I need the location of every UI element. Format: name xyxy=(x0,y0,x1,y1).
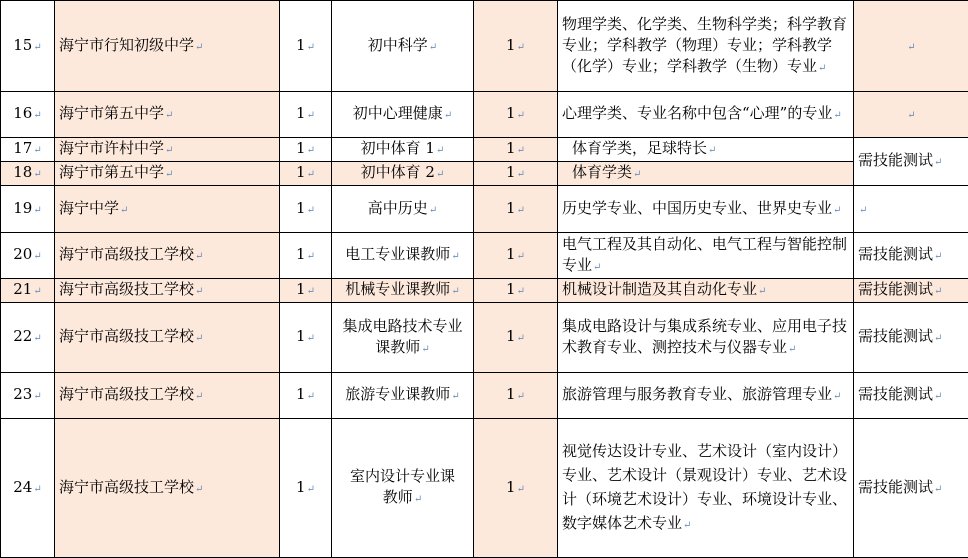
count-cell: 1↵ xyxy=(474,233,558,279)
subject-cell: 初中体育 1↵ xyxy=(332,138,474,162)
count-cell: 1↵ xyxy=(474,162,558,186)
note-cell: 需技能测试↵ xyxy=(854,419,968,558)
major-cell: 历史学专业、中国历史专业、世界史专业↵ xyxy=(558,186,854,233)
count-cell: 1↵ xyxy=(280,303,332,373)
table-row xyxy=(1,373,968,419)
count-cell: 1↵ xyxy=(280,373,332,419)
table-row xyxy=(1,138,968,162)
subject-cell: 初中科学↵ xyxy=(332,1,474,92)
table-row xyxy=(1,1,968,92)
row-number-cell: 15↵ xyxy=(1,1,55,92)
count-cell: 1↵ xyxy=(280,92,332,138)
school-cell: 海宁市高级技工学校↵ xyxy=(55,279,280,303)
table-row xyxy=(1,233,968,279)
count-cell: 1↵ xyxy=(280,233,332,279)
note-cell: ↵ xyxy=(854,92,968,138)
subject-cell: 旅游专业课教师↵ xyxy=(332,373,474,419)
major-cell: 物理学类、化学类、生物科学类；科学教育专业；学科教学（物理）专业；学科教学（化学）专业；学科教学（生物）专业↵ xyxy=(558,1,854,92)
subject-cell: 室内设计专业课教师↵ xyxy=(332,419,474,558)
note-cell: ↵ xyxy=(854,186,968,233)
count-cell: 1↵ xyxy=(280,419,332,558)
table-row xyxy=(1,92,968,138)
table-row xyxy=(1,186,968,233)
subject-cell: 初中心理健康↵ xyxy=(332,92,474,138)
note-cell: 需技能测试↵ xyxy=(854,303,968,373)
row-number-cell: 22↵ xyxy=(1,303,55,373)
table-row xyxy=(1,279,968,303)
count-cell: 1↵ xyxy=(474,373,558,419)
subject-cell: 集成电路技术专业课教师↵ xyxy=(332,303,474,373)
count-cell: 1↵ xyxy=(474,92,558,138)
major-cell: 电气工程及其自动化、电气工程与智能控制专业↵ xyxy=(558,233,854,279)
count-cell: 1↵ xyxy=(474,303,558,373)
note-cell: 需技能测试↵ xyxy=(854,279,968,303)
major-cell: 体育学类↵ xyxy=(558,162,854,186)
school-cell: 海宁市高级技工学校↵ xyxy=(55,373,280,419)
school-cell: 海宁市许村中学↵ xyxy=(55,138,280,162)
school-cell: 海宁市行知初级中学↵ xyxy=(55,1,280,92)
major-cell: 集成电路设计与集成系统专业、应用电子技术教育专业、测控技术与仪器专业↵ xyxy=(558,303,854,373)
count-cell: 1↵ xyxy=(280,162,332,186)
count-cell: 1↵ xyxy=(474,279,558,303)
major-cell: 机械设计制造及其自动化专业↵ xyxy=(558,279,854,303)
count-cell: 1↵ xyxy=(280,186,332,233)
row-number-cell: 23↵ xyxy=(1,373,55,419)
major-cell: 体育学类，足球特长↵ xyxy=(558,138,854,162)
row-number-cell: 21↵ xyxy=(1,279,55,303)
row-number-cell: 18↵ xyxy=(1,162,55,186)
subject-cell: 电工专业课教师↵ xyxy=(332,233,474,279)
school-cell: 海宁市第五中学↵ xyxy=(55,92,280,138)
subject-cell: 初中体育 2↵ xyxy=(332,162,474,186)
row-number-cell: 17↵ xyxy=(1,138,55,162)
major-cell: 视觉传达设计专业、艺术设计（室内设计）专业、艺术设计（景观设计）专业、艺术设计（环境艺术设计）专业、环境设计专业、数字媒体艺术专业↵ xyxy=(558,419,854,558)
table-row xyxy=(1,303,968,373)
row-number-cell: 20↵ xyxy=(1,233,55,279)
count-cell: 1↵ xyxy=(280,1,332,92)
school-cell: 海宁市高级技工学校↵ xyxy=(55,303,280,373)
row-number-cell: 19↵ xyxy=(1,186,55,233)
table-row xyxy=(1,419,968,558)
count-cell: 1↵ xyxy=(474,138,558,162)
table-row xyxy=(1,162,968,186)
note-cell: 需技能测试↵ xyxy=(854,373,968,419)
subject-cell: 机械专业课教师↵ xyxy=(332,279,474,303)
major-cell: 旅游管理与服务教育专业、旅游管理专业↵ xyxy=(558,373,854,419)
note-cell: 需技能测试↵ xyxy=(854,138,968,186)
row-number-cell: 24↵ xyxy=(1,419,55,558)
count-cell: 1↵ xyxy=(280,279,332,303)
count-cell: 1↵ xyxy=(280,138,332,162)
major-cell: 心理学类、专业名称中包含“心理”的专业↵ xyxy=(558,92,854,138)
count-cell: 1↵ xyxy=(474,1,558,92)
count-cell: 1↵ xyxy=(474,419,558,558)
count-cell: 1↵ xyxy=(474,186,558,233)
subject-cell: 高中历史↵ xyxy=(332,186,474,233)
school-cell: 海宁市第五中学↵ xyxy=(55,162,280,186)
school-cell: 海宁中学↵ xyxy=(55,186,280,233)
note-cell: ↵ xyxy=(854,1,968,92)
row-number-cell: 16↵ xyxy=(1,92,55,138)
note-cell: 需技能测试↵ xyxy=(854,233,968,279)
school-cell: 海宁市高级技工学校↵ xyxy=(55,419,280,558)
school-cell: 海宁市高级技工学校↵ xyxy=(55,233,280,279)
